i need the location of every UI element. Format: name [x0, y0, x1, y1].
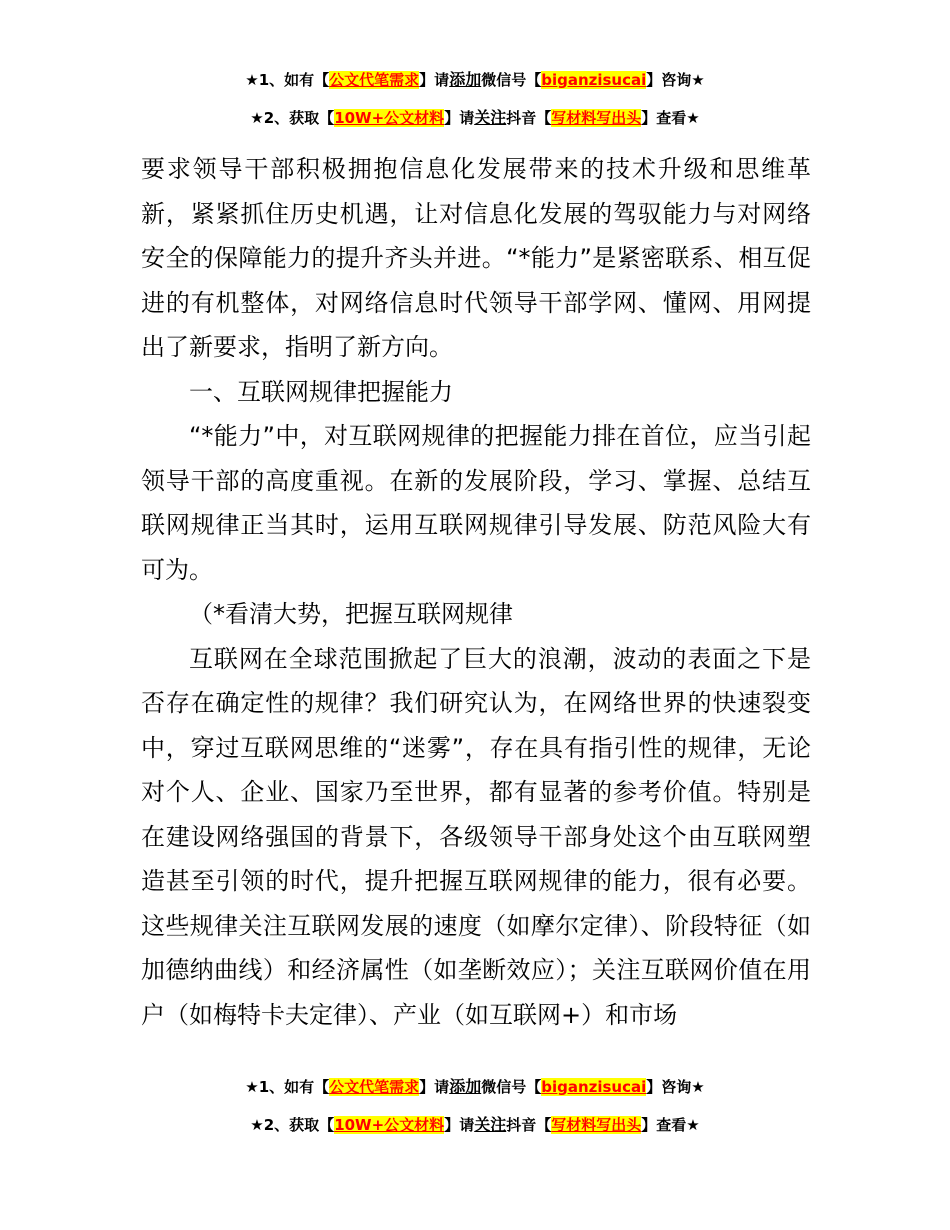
- footer-promo-line-1: [0, 1076, 950, 1098]
- document-body: [141, 147, 811, 1037]
- promo-text: 微信号【: [481, 71, 542, 89]
- promo-text: ★1、如有【: [245, 1078, 330, 1096]
- header-promo-line-2: [0, 107, 950, 129]
- promo-text: ★2、获取【: [250, 1116, 335, 1134]
- footer-promo-line-2: [0, 1114, 950, 1136]
- promo-text: 】请: [444, 109, 475, 127]
- promo-emphasis: 添加: [449, 1077, 482, 1096]
- promo-highlight: 公文代笔需求: [329, 71, 420, 89]
- subsection-heading-1: （*看清大势，把握互联网规律: [189, 600, 513, 628]
- paragraph-3: 互联网在全球范围掀起了巨大的浪潮，波动的表面之下是否存在确定性的规律？我们研究认为，在网络世界的快速裂变中，穿过互联网思维的“迷雾”，存在具有指引性的规律，无论对个人、企业、国家乃至世界，都有显著的参考价值。特别是在建设网络强国的背景下，各级领导干部身处这个由互联网塑造甚至引领的时代，提升把握互联网规律的能力，很有必要。这些规律关注互联网发展的速度（如摩尔定律）、阶段特征（如加德纳曲线）和经济属性（如垄断效应）；关注互联网价值在用户（如梅特卡夫定律）、产业（如互联网+）和市场: [141, 644, 811, 1029]
- promo-highlight: 写材料写出头: [551, 109, 642, 127]
- header-promo-line-1: [0, 69, 950, 91]
- promo-text: 】请: [419, 1078, 450, 1096]
- promo-highlight: biganzisucai: [541, 1078, 647, 1096]
- promo-text: 抖音【: [506, 109, 552, 127]
- promo-text: 】查看★: [641, 109, 700, 127]
- paragraph-1: 要求领导干部积极拥抱信息化发展带来的技术升级和思维革新，紧紧抓住历史机遇，让对信息化发展的驾驭能力与对网络安全的保障能力的提升齐头并进。“*能力”是紧密联系、相互促进的有机整体，对网络信息时代领导干部学网、懂网、用网提出了新要求，指明了新方向。: [141, 155, 811, 361]
- promo-highlight: 公文代笔需求: [329, 1078, 420, 1096]
- promo-highlight: 10W+公文材料: [334, 1116, 445, 1134]
- promo-text: 】请: [444, 1116, 475, 1134]
- promo-emphasis: 添加: [449, 70, 482, 89]
- promo-highlight: 写材料写出头: [551, 1116, 642, 1134]
- promo-text: 】查看★: [641, 1116, 700, 1134]
- promo-text: 抖音【: [506, 1116, 552, 1134]
- promo-highlight: biganzisucai: [541, 71, 647, 89]
- promo-text: 微信号【: [481, 1078, 542, 1096]
- promo-text: 】咨询★: [646, 1078, 705, 1096]
- section-heading-1: 一、互联网规律把握能力: [189, 377, 453, 406]
- promo-text: ★2、获取【: [250, 109, 335, 127]
- promo-emphasis: 关注: [474, 108, 507, 127]
- promo-emphasis: 关注: [474, 1115, 507, 1134]
- promo-text: 】请: [419, 71, 450, 89]
- promo-highlight: 10W+公文材料: [334, 109, 445, 127]
- promo-text: ★1、如有【: [245, 71, 330, 89]
- promo-text: 】咨询★: [646, 71, 705, 89]
- paragraph-2: “*能力”中，对互联网规律的把握能力排在首位，应当引起领导干部的高度重视。在新的发展阶段，学习、掌握、总结互联网规律正当其时，运用互联网规律引导发展、防范风险大有可为。: [141, 422, 811, 584]
